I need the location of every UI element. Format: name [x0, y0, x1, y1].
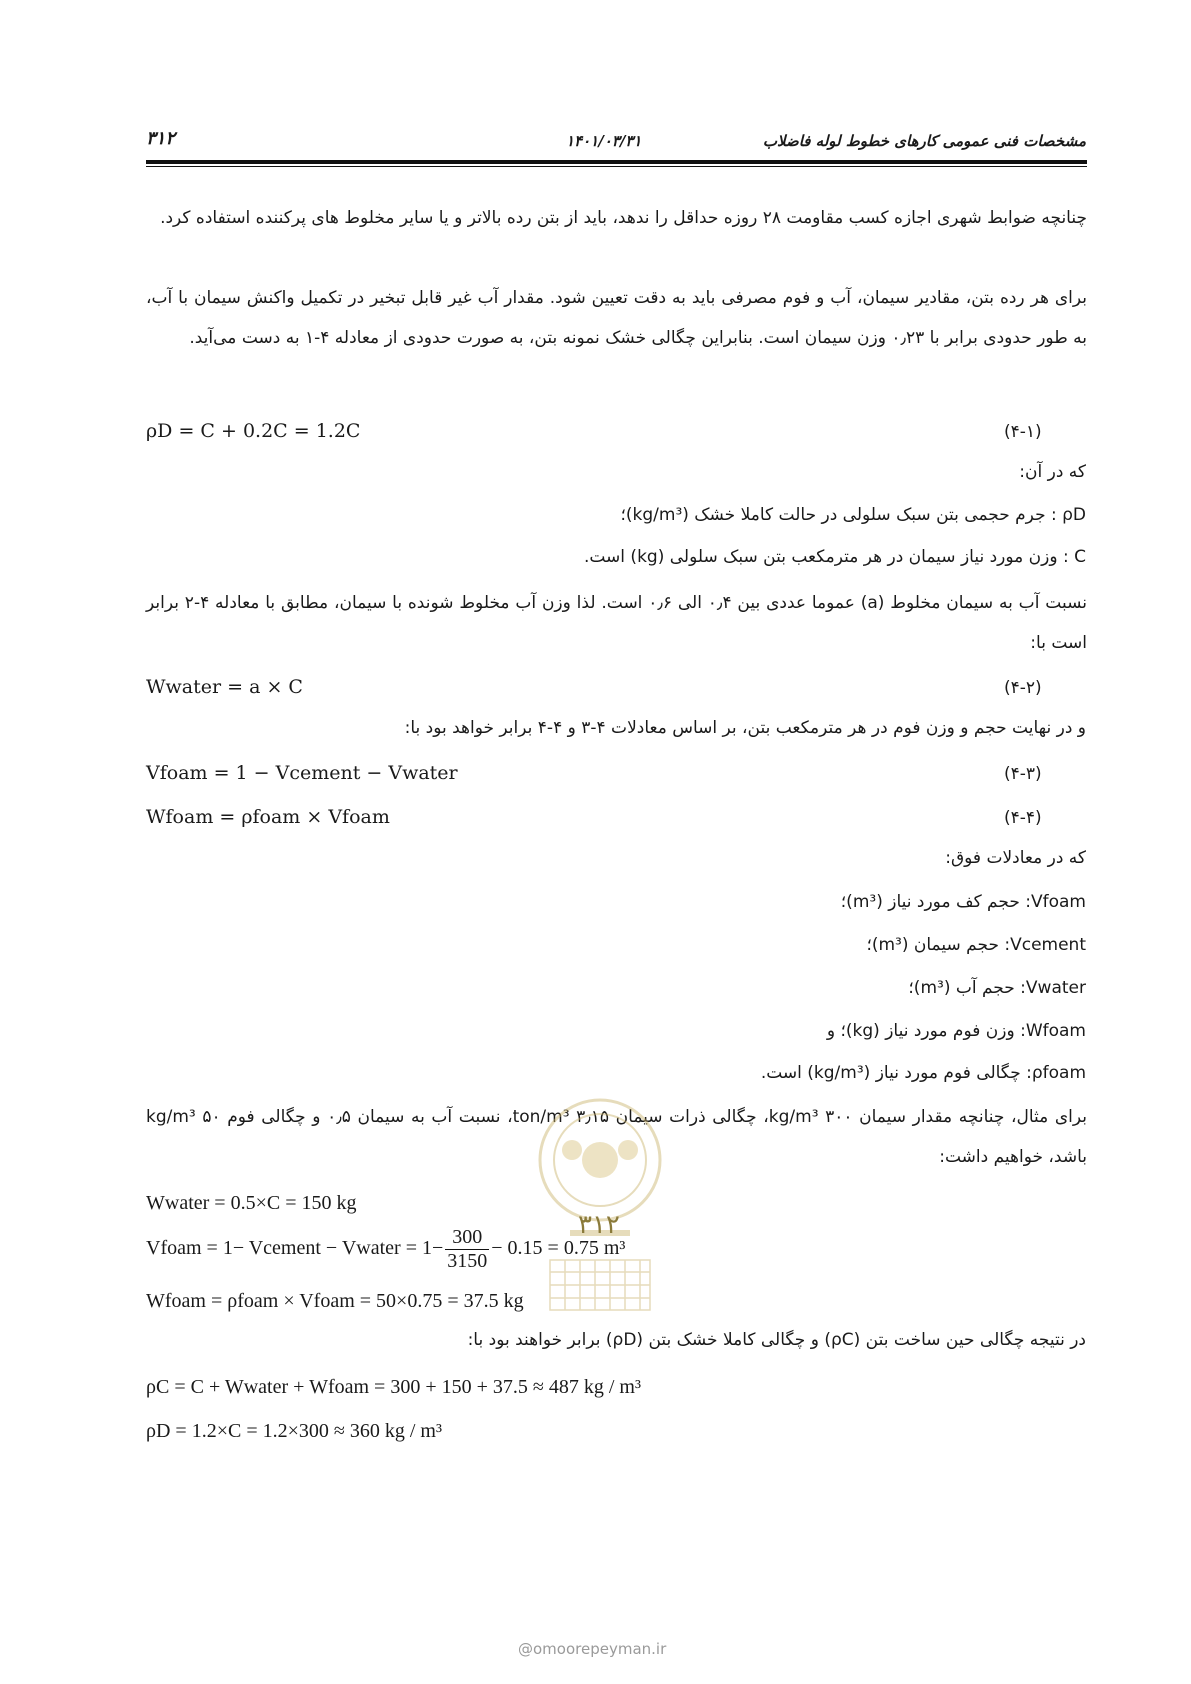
definition-c: C : وزن مورد نیاز سیمان در هر مترمکعب بتن سبک سلولی (kg) است. [583, 547, 1086, 567]
calculation-v-foam-left: Vfoam = 1− Vcement − Vwater = 1− [146, 1237, 444, 1260]
paragraph-1-text: چنانچه ضوابط شهری اجازه کسب مقاومت ۲۸ روزه حداقل را ندهد، باید از بتن رده بالاتر و یا سایر مخلوط های پرکننده استفاده کرد. [160, 208, 1087, 228]
paragraph-1 [146, 198, 1087, 238]
equation-4-4-text: Wfoam = ρfoam × Vfoam [146, 806, 390, 828]
document-title: مشخصات فنی عمومی کارهای خطوط لوله فاضلاب [762, 132, 1086, 150]
definition-v-cement: Vcement: حجم سیمان (m³)؛ [866, 935, 1086, 955]
equation-4-3 [146, 762, 458, 784]
definition-rho-d: ρD : جرم حجمی بتن سبک سلولی در حالت کاملا خشک (kg/m³)؛ [620, 505, 1086, 525]
document-date: ۱۴۰۱/۰۳/۳۱ [566, 132, 642, 150]
paragraph-4: و در نهایت حجم و وزن فوم در هر مترمکعب بتن، بر اساس معادلات ۴-۳ و ۴-۴ برابر خواهد بود با: [404, 718, 1086, 738]
equation-4-4 [146, 806, 390, 828]
equation-4-3-text: Vfoam = 1 − Vcement − Vwater [146, 762, 458, 784]
paragraph-2-text: برای هر رده بتن، مقادیر سیمان، آب و فوم مصرفی باید به دقت تعیین شود. مقدار آب غیر قابل تبخیر در تکمیل واکنش سیمان با آب، به طور حدودی برابر با ۰٫۲۳ وزن سیمان است. بنابراین چگالی خشک نمونه بتن، به صورت حدودی از معادله ۴-۱ به دست می‌آید. [146, 288, 1087, 348]
equation-4-1-number: (۴-۱) [1004, 422, 1042, 442]
paragraph-6: در نتیجه چگالی حین ساخت بتن (ρC) و چگالی کاملا خشک بتن (ρD) برابر خواهند بود با: [467, 1330, 1086, 1350]
definition-rho-foam: ρfoam: چگالی فوم مورد نیاز (kg/m³) است. [760, 1063, 1086, 1083]
equation-4-1 [146, 420, 360, 442]
definition-w-foam: Wfoam: وزن فوم مورد نیاز (kg)؛ و [826, 1021, 1086, 1041]
calculation-w-water: Wwater = 0.5×C = 150 kg [146, 1192, 357, 1214]
fraction-denominator: 3150 [447, 1250, 488, 1272]
paragraph-5-text: برای مثال، چنانچه مقدار سیمان ۳۰۰ kg/m³، چگالی ذرات سیمان ۳٫۱۵ ton/m³، نسبت آب به سیمان ۰٫۵ و چگالی فوم ۵۰ kg/m³ باشد، خواهیم داشت: [146, 1107, 1088, 1167]
page-number: ۳۱۲ [146, 128, 176, 149]
paragraph-2 [146, 278, 1087, 358]
equation-4-1-text: ρD = C + 0.2C = 1.2C [146, 420, 361, 442]
where-label-1: که در آن: [1019, 462, 1086, 482]
equation-4-4-number: (۴-۴) [1004, 808, 1042, 828]
definition-v-water: Vwater: حجم آب (m³)؛ [908, 978, 1086, 998]
calculation-rho-c: ρC = C + Wwater + Wfoam = 300 + 150 + 37.5 ≈ 487 kg / m³ [146, 1376, 641, 1398]
page-header [146, 128, 1086, 162]
where-label-2: که در معادلات فوق: [945, 848, 1086, 868]
equation-4-2-number: (۴-۲) [1004, 678, 1042, 698]
header-rule [146, 160, 1087, 164]
calculation-v-foam-right: − 0.15 = 0.75 m³ [491, 1237, 626, 1260]
equation-4-2 [146, 676, 303, 698]
watermark-url: @omoorepeyman.ir [518, 1640, 667, 1658]
equation-4-2-text: Wwater = a × C [146, 676, 303, 698]
calculation-w-foam: Wfoam = ρfoam × Vfoam = 50×0.75 = 37.5 kg [146, 1290, 524, 1312]
definition-v-foam: Vfoam: حجم کف مورد نیاز (m³)؛ [840, 892, 1086, 912]
paragraph-3-text: نسبت آب به سیمان مخلوط (a) عموما عددی بین ۰٫۴ الی ۰٫۶ است. لذا وزن آب مخلوط شونده با سیمان، مطابق با معادله ۴-۲ برابر است با: [146, 593, 1087, 653]
equation-4-3-number: (۴-۳) [1004, 764, 1042, 784]
header-rule-thin [146, 166, 1087, 167]
paragraph-3 [146, 583, 1087, 663]
fraction [445, 1226, 489, 1273]
watermark-page-number: ۳۱۲ [578, 1210, 620, 1240]
calculation-rho-d: ρD = 1.2×C = 1.2×300 ≈ 360 kg / m³ [146, 1420, 442, 1442]
fraction-numerator: 300 [445, 1226, 489, 1250]
